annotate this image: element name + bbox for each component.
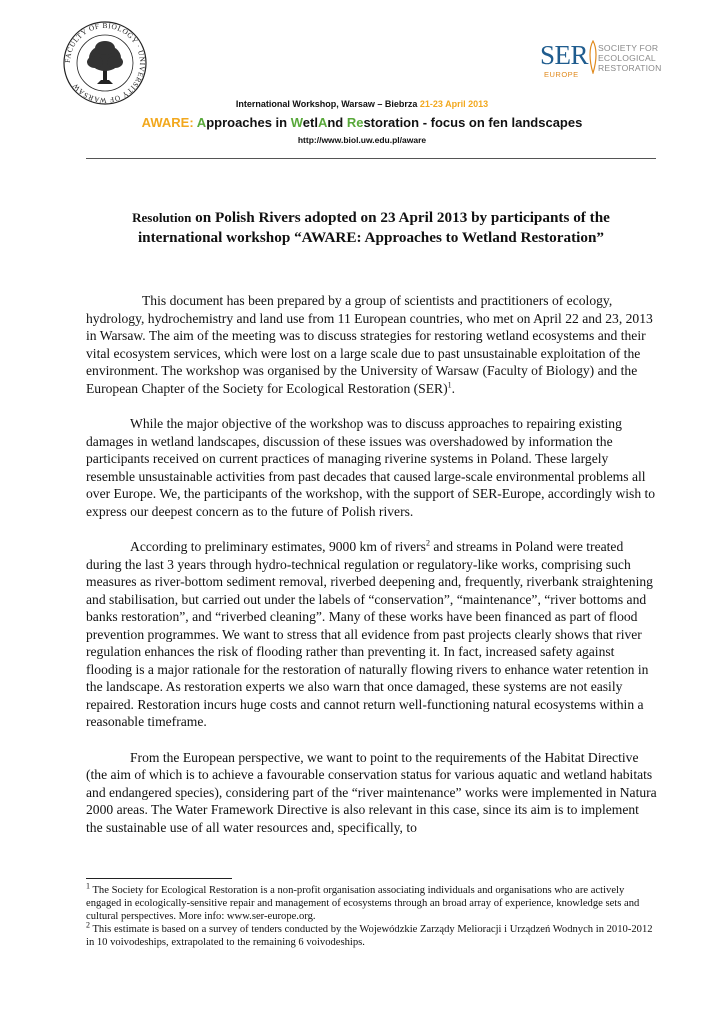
aware-label: AWARE: <box>141 115 197 130</box>
title-line-1-text: on Polish Rivers adopted on 23 April 2013 by participants of the <box>191 209 610 226</box>
title-line-1 <box>86 208 656 228</box>
paragraph-3 <box>86 538 658 731</box>
ser-letters: SER <box>540 40 589 70</box>
workshop-url[interactable]: http://www.biol.uw.edu.pl/aware <box>297 135 427 145</box>
footnote-1 <box>86 881 658 923</box>
acronym-letter: A <box>317 115 328 130</box>
footnote-ref-1[interactable]: 1 <box>447 379 452 389</box>
paragraph-text: and streams in Poland were treated during the last 3 years through hydro-technical regulation or regulatory-like works, comprising such measures as river-bottom sediment removal, riverbed deepening and, frequently, riverbank straightening and stabilisation, but carried out under the labels of “conservation”, “maintenance”, “river bottoms and banks restoration”, and “riverbed cleaning”. Many of these works have been financed as part of flood prevention programmes. We want to stress that all evidence from past projects clearly shows that river regulation enhances the risk of flooding rather than preventing it. In fact, increased safety against flooding is a major rationale for the restoration of naturally flowing rivers to enhance water retention in the landscape. As restoration experts we also warn that once damaged, these systems are not easily repaired. Restoration incurs huge costs and cannot return well-functioning natural ecosystems within a reasonable timeframe. <box>86 539 653 729</box>
footnotes <box>86 881 658 949</box>
header-divider <box>86 158 656 159</box>
footnote-1-text: The Society for Ecological Restoration is a non-profit organisation associating individuals and organisations who are actively engaged in ecologically-sensitive repair and management of ecosystems through an broad array of experience, knowledge sets and cultural perspectives. More info: www.ser-europe.org. <box>86 885 640 922</box>
footnote-mark-2: 2 <box>86 920 90 930</box>
resolution-word: Resolution <box>132 210 192 225</box>
ser-europe-logo <box>540 34 670 84</box>
title-fragment: pproaches in <box>206 115 291 130</box>
footnote-divider <box>86 878 232 879</box>
footnote-2 <box>86 920 658 949</box>
title-fragment: etl <box>302 115 318 130</box>
workshop-title <box>0 115 724 130</box>
paragraph-text: According to preliminary estimates, 9000 km of rivers <box>130 539 426 554</box>
leaf-icon <box>588 40 598 74</box>
paragraph-4: From the European perspective, we want to point to the requirements of the Habitat Directive (the aim of which is to achieve a favourable conservation status for various aquatic and wetland habitats and endangered species), considering part of the “river maintenance” works were implemented in Natura 2000 areas. The Water Framework Directive is also relevant in this case, since its aim is to implement the sustainable use of all water resources and, specifically, to <box>86 749 657 835</box>
ser-europe-label: EUROPE <box>544 70 579 79</box>
footnote-2-text: This estimate is based on a survey of tenders conducted by the Wojewódzkie Zarządy Melioracji i Urządzeń Wodnych in 2010-2012 in 10 voivodeships, extrapolated to the remaining 6 voivodeships. <box>86 924 653 948</box>
paragraph-2: While the major objective of the workshop was to discuss approaches to repairing existing damages in wetland landscapes, discussion of these issues was overshadowed by information the participants received on current practices of managing riverine systems in Poland. These largely resemble unsustainable activities from past decades that caused large-scale environmental problems all over Europe. We, the participants of the workshop, with the support of SER-Europe, accordingly wish to express our deepest concern as to the future of Polish rivers. <box>86 416 656 519</box>
title-fragment: nd <box>327 115 347 130</box>
paragraph-text: This document has been prepared by a group of scientists and practitioners of ecology, hydrology, hydrochemistry and land use from 11 European countries, who met on April 22 and 23, 2013 in Warsaw. The aim of the meeting was to discuss strategies for restoring wetland ecosystems and their vital ecosystem services, which were lost on a large scale due to past unsustainable exploitation of the environment. The workshop was organised by the University of Warsaw (Faculty of Biology) and the European Chapter of the Society for Ecological Restoration (SER) <box>86 293 653 396</box>
ser-name-line: ECOLOGICAL <box>598 53 656 63</box>
acronym-letter: A <box>196 115 207 130</box>
ser-name-line: RESTORATION <box>598 63 662 73</box>
acronym-letter: W <box>290 115 303 130</box>
faculty-of-biology-seal-icon <box>62 20 148 106</box>
title-fragment: - focus on fen landscapes <box>419 115 583 130</box>
paragraph-1 <box>86 292 658 397</box>
paragraph-end: . <box>451 380 456 396</box>
acronym-letter: Re <box>346 115 364 130</box>
title-fragment: storation <box>363 115 420 130</box>
workshop-place: International Workshop, Warsaw – Biebrza <box>235 99 420 109</box>
document-title <box>86 208 656 248</box>
document-body <box>86 292 658 854</box>
title-line-2: international workshop “AWARE: Approaches to Wetland Restoration” <box>137 229 605 246</box>
footnote-mark-1: 1 <box>86 881 90 891</box>
ser-name-line: SOCIETY FOR <box>598 43 659 53</box>
footnote-ref-2[interactable]: 2 <box>425 538 430 548</box>
workshop-dates: 21-23 April 2013 <box>419 99 489 109</box>
ser-name <box>598 43 661 73</box>
workshop-line <box>0 99 724 109</box>
seal-text: FACULTY OF BIOLOGY · UNIVERSITY OF WARSAW <box>62 20 148 106</box>
